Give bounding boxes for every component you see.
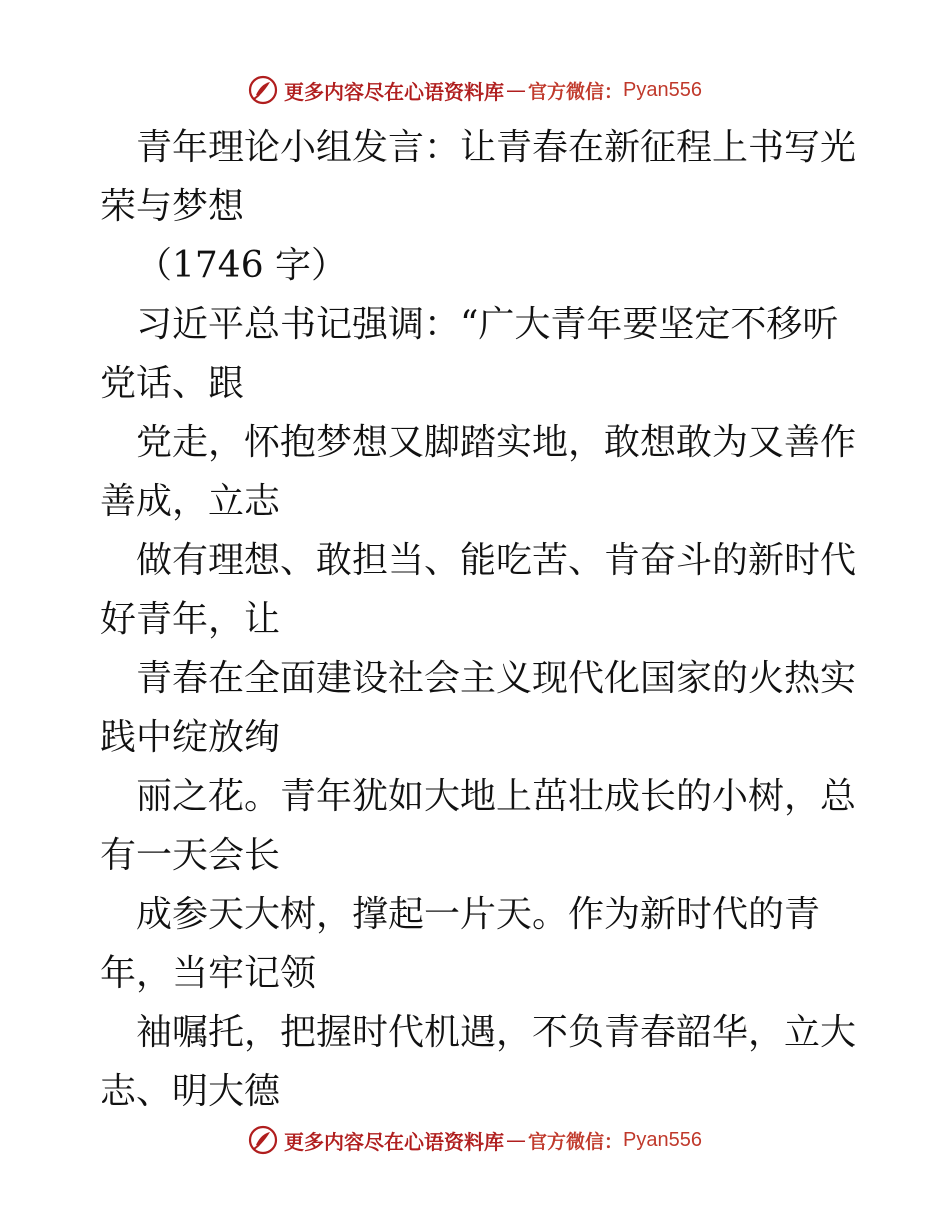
pen-logo-icon <box>248 75 278 105</box>
header-brand-text: 更多内容尽在心语资料库 <box>284 79 504 104</box>
footer-dash: — <box>506 1128 526 1152</box>
paragraph-7: 袖嘱托，把握时代机遇，不负青春韶华，立大志、明大德 <box>100 1012 857 1112</box>
word-count: （1746 字） <box>136 245 348 286</box>
paragraph-3: 做有理想、敢担当、能吃苦、肯奋斗的新时代好青年，让 <box>100 540 857 640</box>
document-title: 青年理论小组发言：让青春在新征程上书写光荣与梦想 <box>100 127 857 227</box>
document-body <box>100 118 860 1121</box>
header-dash: — <box>506 78 526 102</box>
footer-wechat-label: 官方微信： <box>528 1130 624 1153</box>
paragraph-6: 成参天大树，撑起一片天。作为新时代的青年，当牢记领 <box>100 894 821 994</box>
header-wechat-id: Pyan556 <box>623 78 702 101</box>
footer-wechat-id: Pyan556 <box>623 1128 702 1151</box>
footer-banner <box>0 1120 950 1160</box>
header-banner <box>0 70 950 110</box>
pen-logo-icon <box>248 1125 278 1155</box>
paragraph-1: 习近平总书记强调：“广大青年要坚定不移听党话、跟 <box>100 304 839 404</box>
paragraph-4: 青春在全面建设社会主义现代化国家的火热实践中绽放绚 <box>100 658 857 758</box>
paragraph-2: 党走，怀抱梦想又脚踏实地，敢想敢为又善作善成，立志 <box>100 422 857 522</box>
header-wechat-label: 官方微信： <box>528 80 624 103</box>
footer-brand-text: 更多内容尽在心语资料库 <box>284 1129 504 1154</box>
paragraph-5: 丽之花。青年犹如大地上茁壮成长的小树，总有一天会长 <box>100 776 857 876</box>
